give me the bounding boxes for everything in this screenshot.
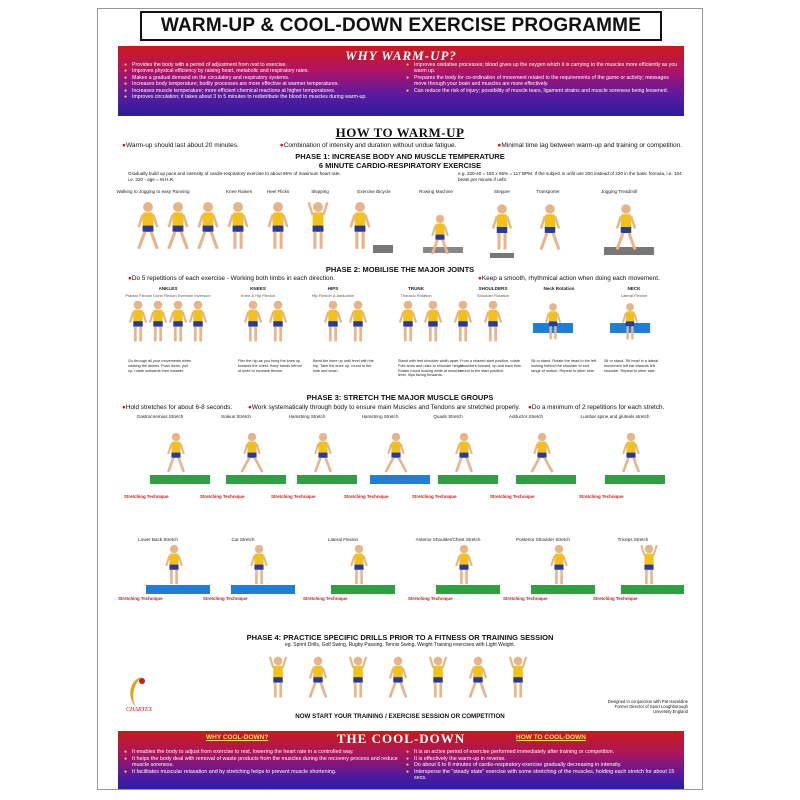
phase2-joint-sublabel: Knee & Hip Flexion	[240, 293, 276, 298]
phase3-note-systematic: ● Work systematically through body to ensure main Muscles and Tendons are stretched properly.	[248, 404, 520, 411]
phase1-exercise-label: Heel Flicks	[266, 189, 290, 194]
phase2-joint-label: NECK	[627, 286, 641, 291]
phase1-figure	[199, 202, 218, 249]
exercise-mat	[531, 585, 595, 594]
list-item: ● It is an active period of exercise performed immediately after training or competition.	[406, 749, 681, 756]
why-cooldown-heading: WHY COOL-DOWN?	[206, 734, 269, 741]
how-to-warmup-heading: HOW TO WARM-UP	[335, 125, 465, 140]
why-warmup-band	[118, 46, 684, 116]
phase1-figure	[351, 202, 370, 249]
list-item: ● It is effectively the warm-up in reverse.	[406, 756, 681, 763]
cooldown-heading: THE COOL-DOWN	[336, 731, 466, 746]
why-warmup-heading: WHY WARM-UP?	[345, 48, 457, 63]
phase1-exercise-label: Skipping	[311, 189, 329, 194]
list-item: ● Increases muscle temperature; more efficient chemical reactions at higher temperatures.	[124, 88, 399, 94]
phase4-figure	[270, 657, 286, 698]
phase2-joint-sublabel: Hip Flexion & Adduction	[311, 293, 355, 298]
how-cooldown-heading: HOW TO COOL-DOWN	[516, 734, 586, 741]
list-item: ● Intersperse the "steady state" exercise with some stretching of the muscles, holding each stretch for about 15 secs.	[406, 769, 681, 782]
phase3-stretch-label: Posterior Shoulder Stretch	[516, 537, 570, 542]
poster	[97, 8, 703, 790]
phase1-figures	[118, 187, 684, 269]
exercise-mat	[297, 475, 357, 484]
phase1-figure	[309, 202, 328, 249]
list-item: ● Prepares the body for co-ordination of movement related to the requirements of the game or activity; messages move through your brain and muscles are more effectively.	[406, 75, 681, 88]
phase4-figure	[390, 657, 406, 698]
phase2-tip: Go through all your movements when rotating the ankles. Push down, pull up, rotate outwards then inwards.	[128, 359, 192, 373]
phase1-right-text: e.g. 220-40 = 180 x 65% = 117 BPM. If the subject is unfit use 200 instead of 220 in the basic formula, i.e. 104 beats per minute if unfit.	[458, 171, 682, 182]
phase1-exercise-label: Knee Raises	[225, 189, 253, 194]
phase4-figure	[470, 657, 486, 698]
phase2-tip: From a relaxed start position, rotate shoulders forward, up and back then round to the start position.	[460, 359, 522, 373]
exercise-mat	[621, 585, 684, 594]
stretching-technique-label: Stretching Technique	[593, 596, 638, 601]
phase3-figure	[251, 545, 267, 584]
phase2-figure	[130, 301, 146, 341]
phase1-figure	[139, 202, 158, 249]
phase2-joint-label: HIPS	[327, 286, 339, 291]
phase1-exercise-label: Stepper	[493, 189, 511, 194]
phase3-stretch-label: Hamstring Stretch	[288, 414, 326, 419]
why-cooldown-list	[124, 749, 399, 775]
stretching-technique-label: Stretching Technique	[203, 596, 248, 601]
phase3-note-hold: ● Hold stretches for about 6-8 seconds.	[122, 404, 232, 411]
phase2-figure	[350, 301, 366, 341]
phase4-figure	[510, 657, 526, 698]
phase2-heading: PHASE 2: MOBILISE THE MAJOR JOINTS	[325, 265, 475, 274]
stretching-technique-label: Stretching Technique	[344, 494, 389, 499]
phase2-joint-sublabel: Plantar Flexion Dorsi Flexion Eversion Inversion	[125, 293, 211, 298]
stretching-technique-label: Stretching Technique	[200, 494, 245, 499]
phase1-figure	[169, 202, 188, 249]
how-to-warmup-bullets	[122, 142, 682, 149]
phase3-figure	[623, 433, 639, 472]
exercise-mat	[146, 585, 210, 594]
bullet-duration: ● Warm-up should last about 20 minutes.	[122, 142, 239, 149]
treadmill-icon	[604, 247, 654, 255]
exercise-mat	[226, 475, 286, 484]
phase4-figure	[430, 657, 446, 698]
exercise-mat	[436, 585, 500, 594]
phase2-figure	[150, 301, 166, 341]
list-item: ● Increases body temperature; bodily processes are more effective at warmer temperatures.	[124, 81, 399, 87]
phase4-figures	[248, 653, 548, 709]
exercise-mat	[331, 585, 395, 594]
list-item: ● Do about 6 to 8 minutes of cardio-respiratory exercise gradually decreasing in intensity.	[406, 762, 681, 769]
phase2-joint-sublabel: Lateral Flexion	[620, 293, 648, 298]
phase2-figure	[485, 301, 501, 341]
phase2-joint-label: ANKLES	[158, 286, 178, 291]
phase3-stretch-label: Lower Back Stretch	[138, 537, 178, 542]
phase2-tip: Stand with feet shoulder width apart. Fold arms and raise to shoulder height. Rotate round looking while at shoulder level, hips facing forwards.	[398, 359, 464, 378]
stepper-figure	[493, 204, 511, 249]
why-warmup-left-list	[124, 62, 399, 100]
phase3-stretch-label: Gastrocnemius Stretch	[136, 414, 184, 419]
phase3-figure	[532, 433, 553, 472]
phase3-row2-figures	[118, 541, 684, 601]
exercise-mat	[231, 585, 295, 594]
phase1-heading: PHASE 1: INCREASE BODY AND MUSCLE TEMPERATURE	[295, 152, 505, 161]
cooldown-band	[118, 731, 684, 789]
stretching-technique-label: Stretching Technique	[490, 494, 535, 499]
exercise-mat	[370, 475, 430, 484]
chartex-logo	[122, 673, 162, 718]
phase1-exercise-label: Rowing Machine	[419, 189, 453, 194]
phase2-joint-sublabel: Shoulder Rotation	[476, 293, 510, 298]
how-cooldown-list	[406, 749, 681, 782]
phase3-stretch-label: Adductor Stretch	[508, 414, 544, 419]
logo-text: CHARTEX	[126, 707, 153, 713]
phase3-stretch-label: Quads Stretch	[433, 414, 463, 419]
phase2-joint-sublabel: Thoracic Rotation	[400, 293, 432, 298]
stretching-technique-label: Stretching Technique	[271, 494, 316, 499]
phase3-stretch-label: Triceps Stretch	[617, 537, 649, 542]
phase2-joint-label: TRUNK	[407, 286, 425, 291]
phase2-tip: Sit or stand. Tilt head in a lateral movement left ear towards left shoulder. Repeat to other side.	[604, 359, 659, 373]
phase2-joint-label: Neck Rotation	[543, 286, 575, 291]
phase2-tip: Bend the knee up until level with the hip. Take the knee up, round to the side and down.	[313, 359, 374, 373]
phase1-exercise-label: Exercise Bicycle	[357, 189, 391, 194]
list-item: ● Can reduce the risk of injury; possibility of muscle tears, ligament strains and muscle soreness being lessened.	[406, 88, 681, 94]
phase2-figure	[245, 301, 261, 341]
phase2-figure	[455, 301, 471, 341]
bullet-intensity: ● Combination of intensity and duration without undue fatigue.	[280, 142, 457, 149]
page-title: WARM-UP & COOL-DOWN EXERCISE PROGRAMME	[160, 15, 642, 36]
phase3-figure	[166, 545, 182, 584]
transporter-figure	[541, 204, 559, 249]
phase4-figure	[310, 657, 326, 698]
phase3-stretch-label: Soleus Stretch	[221, 414, 251, 419]
list-item: ● It facilitates muscular relaxation and by stretching helps to prevent muscle shortening.	[124, 769, 399, 776]
phase1-figure	[229, 202, 248, 249]
phase3-figure	[315, 433, 331, 472]
phase3-figure	[351, 545, 367, 584]
phase1-exercise-label: Jogging Treadmill	[600, 189, 637, 194]
phase4-heading: PHASE 4: PRACTICE SPECIFIC DRILLS PRIOR TO A FITNESS OR TRAINING SESSION	[246, 633, 554, 642]
list-item: ● Improves physical efficiency by raising heart, metabolic and respiratory rates.	[124, 68, 399, 74]
phase2-tip: Flex the hip as you bring the knee up towards the chest. Keep hands infront of knee to increase flexion.	[238, 359, 302, 373]
list-item: ● Provides the body with a period of adjustment from rest to exercise.	[124, 62, 399, 68]
lateral-flexion-figure	[623, 303, 637, 339]
phase2-joint-label: KNEES	[250, 286, 266, 291]
phase1-left-text: Gradually build up pace and intensity of cardio-respiratory exercise to about 65% of maximum heart rate, i.e. 220 - age = M.H.R.	[128, 171, 341, 182]
treadmill-figure	[617, 204, 635, 249]
stretching-technique-label: Stretching Technique	[118, 596, 163, 601]
phase2-figures	[118, 301, 684, 357]
phase2-figure	[170, 301, 186, 341]
list-item: ● It enables the body to adjust from exercise to rest, lowering the heart rate in a controlled way.	[124, 749, 399, 756]
bullet-timelag: ● Minimal time lag between warm-up and training or competition.	[497, 142, 682, 149]
phase4-sub: eg. Sprint Drills, Golf Swing, Rugby Passing, Tennis Swing, Weight Training exercises with Light Weight.	[284, 642, 516, 648]
rowing-machine-icon	[423, 247, 463, 253]
phase3-stretch-label: Lateral Flexion	[327, 537, 359, 542]
phase2-note-left: ● Do 5 repetitions of each exercise - Working both limbs in each direction.	[128, 275, 335, 282]
exercise-mat	[438, 475, 498, 484]
phase3-figure	[456, 545, 472, 584]
phase2-figure	[190, 301, 206, 341]
phase3-figure	[386, 433, 407, 472]
stretching-technique-label: Stretching Technique	[579, 494, 624, 499]
exercise-bicycle-icon	[373, 245, 393, 253]
exercise-mat	[150, 475, 210, 484]
phase1-figure	[269, 202, 288, 249]
phase3-note-reps: ● Do a minimum of 2 repetitions for each stretch.	[528, 404, 664, 411]
exercise-mat	[516, 475, 576, 484]
phase2-joint-label: SHOULDERS	[478, 286, 508, 291]
phase1-subheading: 6 MINUTE CARDIO-RESPIRATORY EXERCISE	[318, 161, 482, 170]
now-start: NOW START YOUR TRAINING / EXERCISE SESSION OR COMPETITION	[295, 713, 505, 720]
phase3-figure	[456, 433, 472, 472]
phase2-figure	[425, 301, 441, 341]
phase1-exercise-label: Transporter	[536, 189, 560, 194]
phase2-figure	[270, 301, 286, 341]
list-item: ● Improves circulation; it takes about 3 to 5 minutes to redistribute the blood to muscles during warm-up.	[124, 94, 399, 100]
phase3-figure	[242, 433, 263, 472]
phase3-stretch-label: Anterior Shoulder/Chest Stretch	[415, 537, 481, 542]
phase3-row1-figures	[118, 423, 684, 493]
phase3-figure	[551, 545, 567, 584]
stretching-technique-label: Stretching Technique	[124, 494, 169, 499]
stepper-icon	[490, 253, 514, 258]
list-item: ● It helps the body deal with removal of waste products from the muscles during the recovery process and reduce muscle soreness.	[124, 756, 399, 769]
why-warmup-right-list	[406, 62, 681, 94]
phase2-note-right: ● Keep a smooth, rhythmical action when doing each movement.	[478, 275, 660, 282]
stretching-technique-label: Stretching Technique	[303, 596, 348, 601]
list-item: ● Improves oxidative processes; blood gives up the oxygen which it is carrying to the muscles more efficiently as you warm up.	[406, 62, 681, 75]
stretching-technique-label: Stretching Technique	[412, 494, 457, 499]
phase2-figure	[325, 301, 341, 341]
phase2-tip: Sit or stand. Rotate the head to the left looking behind the shoulder to end range of motion. Repeat to other side.	[531, 359, 597, 373]
phase3-figure	[168, 433, 184, 472]
phase4-figure	[350, 657, 366, 698]
credit: Designed in conjunction with Pat Hazeldine Former Director of Sport Loughborough University England	[607, 699, 688, 714]
phase3-stretch-label: Lumbar spine and gluteals stretch	[580, 414, 650, 419]
phase3-heading: PHASE 3: STRETCH THE MAJOR MUSCLE GROUPS	[306, 393, 494, 402]
list-item: ● Makes a gradual demand on the circulatory and respiratory systems.	[124, 75, 399, 81]
neck-rotation-figure	[546, 303, 560, 339]
exercise-mat	[605, 475, 665, 484]
stretching-technique-label: Stretching Technique	[408, 596, 453, 601]
phase2-figure	[400, 301, 416, 341]
title-bar	[140, 11, 662, 41]
stretching-technique-label: Stretching Technique	[503, 596, 548, 601]
phase3-stretch-label: Cat Stretch	[231, 537, 255, 542]
phase3-stretch-label: Hamstring Stretch	[361, 414, 399, 419]
phase1-exercise-label: Walking to Jogging to easy Running	[116, 189, 190, 194]
phase3-figure	[641, 545, 657, 584]
